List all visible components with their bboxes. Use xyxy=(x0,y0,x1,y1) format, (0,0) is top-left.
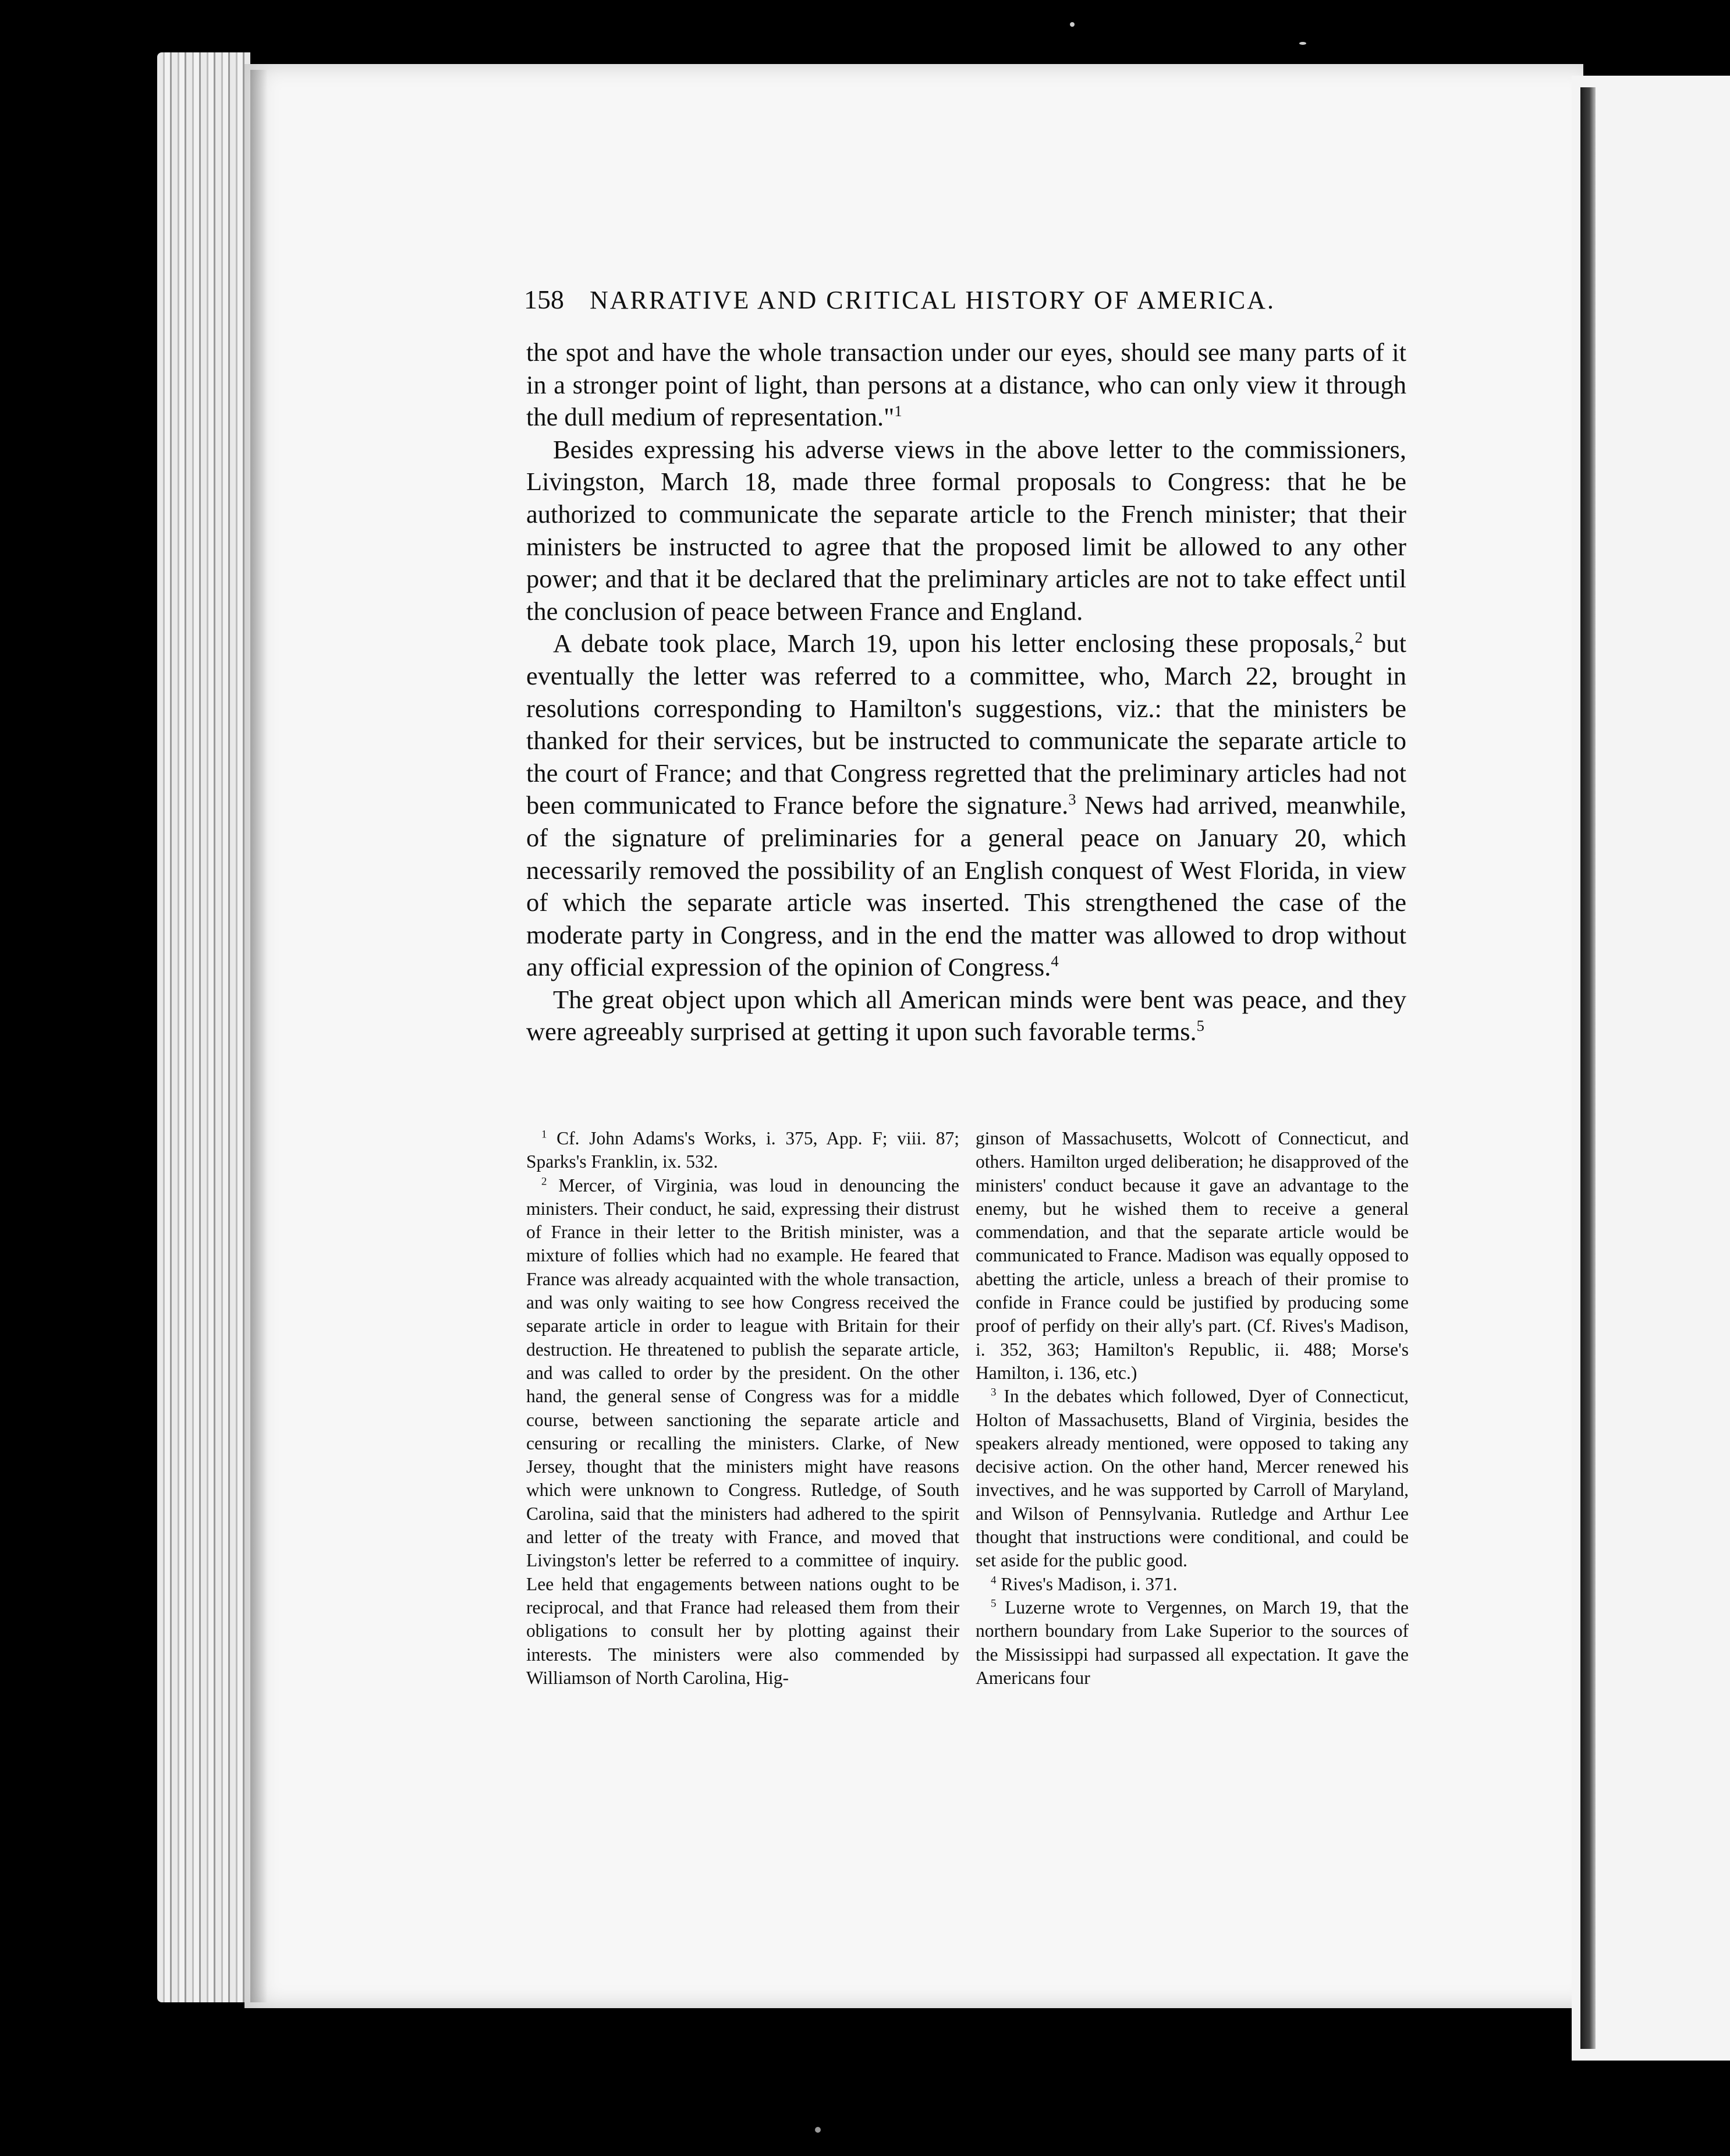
footnote-column-right xyxy=(976,1127,1409,1690)
paragraph: Besides expressing his adverse views in the above letter to the commissioners, Livingston, March 18, made three formal proposals to Congress: that he be authorized to communicate the separate article to the French minister; that their ministers be instructed to agree that the proposed limit be allowed to any other power; and that it be declared that the preliminary articles are not to take effect until the conclusion of peace between France and England. xyxy=(526,434,1406,626)
footnote: $^4$ Rives's Madison, i. 371. xyxy=(991,1573,1178,1594)
footnote-column-left xyxy=(526,1127,959,1690)
footnote-ref: 2 xyxy=(1355,629,1363,647)
dust-speck xyxy=(815,2127,821,2133)
book-gutter xyxy=(1580,87,1596,2049)
paragraph: A debate took place, March 19, upon his letter enclosing these proposals,$^2$ but eventually the letter was referred to a committee, who, March 22, brought in resolutions corresponding to Hamilton's suggestions, viz.: that the ministers be thanked for their services, but be instructed to communicate the separate article to the court of France; and that Congress regretted that the preliminary articles had not been communicated to France before the signature.$^3$ News had arrived, meanwhile, of the signature of preliminaries for a general peace on January 20, which necessarily removed the possibility of an English conquest of West Florida, in view of which the separate article was inserted. This strengthened the case of the moderate party in Congress, and in the end the matter was allowed to drop without any official expression of the opinion of Congress.$^4$ xyxy=(526,629,1406,982)
footnote-continued: ginson of Massachusetts, Wolcott of Connecticut, and others. Hamilton urged deliberation; he disapproved of the ministers' conduct because it gave an advantage to the enemy, but he wished them to receive a general commendation, and that the separate article would be communicated to France. Madison was equally opposed to abetting the article, unless a breach of their promise to confide in France could be justified by producing some proof of perfidy on their ally's part. (Cf. Rives's Madison, i. 352, 363; Hamilton's Republic, ii. 488; Morse's Hamilton, i. 136, etc.) xyxy=(976,1128,1409,1383)
main-text xyxy=(526,336,1406,1048)
page-shadow xyxy=(250,70,268,2002)
book-page-edges xyxy=(157,52,250,2002)
running-title: NARRATIVE AND CRITICAL HISTORY OF AMERICA. xyxy=(590,286,1276,314)
dust-speck xyxy=(1070,22,1075,27)
footnote: $^2$ Mercer, of Virginia, was loud in denouncing the ministers. Their conduct, he said, expressing their distrust of France in their letter to the British minister, was a mixture of follies which had no example. He feared that France was already acquainted with the whole transaction, and was only waiting to see how Congress received the separate article in order to league with Britain for their destruction. He threatened to publish the separate article, and was called to order by the president. On the other hand, the general sense of Congress was for a middle course, between sanctioning the separate article and censuring or recalling the ministers. Clarke, of New Jersey, thought that the ministers might have reasons which were unknown to Congress. Rutledge, of South Carolina, said that the ministers had adhered to the spirit and letter of the treaty with France, and moved that Livingston's letter be referred to a committee of inquiry. Lee held that engagements between nations ought to be reciprocal, and that France had released them from their obligations to consult her by plotting against their interests. The ministers were also commended by Williamson of North Carolina, Hig- xyxy=(526,1175,959,1688)
footnote-ref: 1 xyxy=(894,402,902,420)
running-header xyxy=(524,284,1304,315)
footnote-ref: 3 xyxy=(1068,790,1076,808)
footnote: $^3$ In the debates which followed, Dyer of Connecticut, Holton of Massachusetts, Bland of Virginia, besides the speakers already mentioned, were opposed to taking any decisive action. On the other hand, Mercer renewed his invectives, and he was supported by Carroll of Maryland, and Wilson of Pennsylvania. Rutledge and Arthur Lee thought that instructions were conditional, and could be set aside for the public good. xyxy=(976,1386,1409,1571)
paragraph: the spot and have the whole transaction under our eyes, should see many parts of it in a stronger point of light, than persons at a distance, who can only view it through the dull medium of representation."$^1$ xyxy=(526,338,1406,432)
footnote-ref: 5 xyxy=(1196,1017,1204,1035)
page-number: 158 xyxy=(524,285,564,314)
paragraph: The great object upon which all American minds were bent was peace, and they were agreeably surprised at getting it upon such favorable terms.$^5$ xyxy=(526,984,1406,1047)
footnote: $^1$ Cf. John Adams's Works, i. 375, App. F; viii. 87; Sparks's Franklin, ix. 532. xyxy=(526,1128,960,1172)
footnote-ref: 4 xyxy=(1051,952,1059,970)
dust-speck xyxy=(1299,42,1306,45)
footnote: $^5$ Luzerne wrote to Vergennes, on March 19, that the northern boundary from Lake Superior to the sources of the Mississippi had surpassed all expectation. It gave the Americans four xyxy=(976,1597,1409,1688)
